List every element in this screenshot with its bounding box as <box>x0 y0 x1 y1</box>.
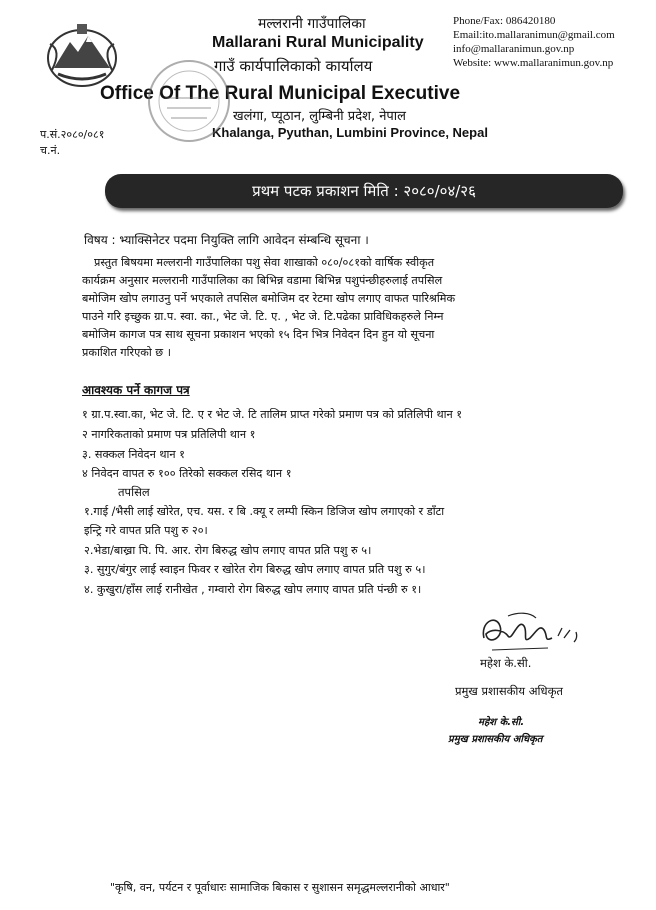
website: Website: www.mallaranimun.gov.np <box>453 57 614 69</box>
rate-item: १.गाई /भैसी लाई खोरेत, एच. यस. र बि .क्यू र लम्पी स्किन डिजिज खोप लगाएको र डाँटा <box>84 505 445 518</box>
rate-item: २.भेडा/बाख्रा पि. पि. आर. रोग बिरुद्ध खोप लगाए वापत प्रति पशु रु ५। <box>84 544 372 557</box>
municipality-name-nepali: मल्लरानी गाउँपालिका <box>258 16 366 32</box>
rate-item: ४. कुखुरा/हाँस लाई रानीखेत , गम्वारो रोग बिरुद्ध खोप लगाए वापत प्रति पंन्छी रु १। <box>84 583 422 596</box>
office-name-nepali: गाउँ कार्यपालिकाको कार्यालय <box>214 57 373 75</box>
phone-fax: Phone/Fax: 086420180 <box>453 15 556 27</box>
reference-block <box>40 127 104 159</box>
schedule-label: तपसिल <box>118 485 150 499</box>
office-stamp <box>145 58 233 144</box>
requirement-item: ३. सक्कल निवेदन थान १ <box>82 448 185 461</box>
dispatch-number: च.नं. <box>40 144 61 157</box>
body-line: प्रस्तुत बिषयमा मल्लरानी गाउँपालिका पशु सेवा शाखाको ०८०/०८१को वार्षिक स्वीकृत <box>94 256 435 269</box>
letter-number: प.सं.२०८०/०८१ <box>40 128 105 141</box>
requirement-item: २ नागरिकताको प्रमाण पत्र प्रतिलिपी थान १ <box>82 428 256 441</box>
requirements-heading: आवश्यक पर्ने कागज पत्र <box>82 383 190 397</box>
address-nepali: खलंगा, प्यूठान, लुम्बिनी प्रदेश, नेपाल <box>233 109 406 124</box>
signature <box>478 608 588 656</box>
publication-date-banner: प्रथम पटक प्रकाशन मिति : २०८०/०४/२६ <box>105 174 623 208</box>
rate-item: ३. सुगुर/बंगुर लाई स्वाइन फिवर र खोरेत रोग बिरुद्ध खोप लगाए वापत प्रति पशु रु ५। <box>84 563 426 576</box>
email-secondary: info@mallaranimun.gov.np <box>453 43 575 55</box>
notice-body <box>82 254 582 362</box>
seal-title: प्रमुख प्रशासकीय अधिकृत <box>448 734 543 745</box>
address-english: Khalanga, Pyuthan, Lumbini Province, Nepal <box>212 125 488 140</box>
emblem-logo <box>42 20 122 90</box>
body-line: बमोजिम कागज पत्र साथ सूचना प्रकाशन भएको १५ दिन भित्र निवेदन दिन हुन यो सूचना <box>82 328 435 341</box>
office-name-english: Office Of The Rural Municipal Executive <box>100 83 461 104</box>
seal-name: महेश के.सी. <box>478 717 525 728</box>
signatory-name: महेश के.सी. <box>480 656 532 670</box>
contact-block <box>453 14 615 70</box>
body-line: कार्यक्रम अनुसार मल्लरानी गाउँपालिका का बिभिन्न वडामा बिभिन्न पशुपंन्छीहरुलाई तपसिल <box>82 274 443 287</box>
signatory-title: प्रमुख प्रशासकीय अधिकृत <box>455 684 563 698</box>
rate-item: इन्ट्रि गरे वापत प्रति पशु रु २०। <box>84 524 208 537</box>
footer-slogan: "कृषि, वन, पर्यटन र पूर्वाधारः सामाजिक बिकास र सुशासन समृद्धमल्लरानीको आधार" <box>110 881 450 894</box>
email-primary: Email:ito.mallaranimun@gmail.com <box>453 29 615 41</box>
body-line: प्रकाशित गरिएको छ । <box>82 346 171 359</box>
body-line: बमोजिम खोप लगाउनु पर्ने भएकाले तपसिल बमोजिम दर रेटमा खोप लगाए वाफत पारिश्रमिक <box>82 292 456 305</box>
municipality-name-english: Mallarani Rural Municipality <box>212 34 424 51</box>
requirement-item: ४ निवेदन वापत रु १०० तिरेको सक्कल रसिद थान १ <box>82 467 292 480</box>
notice-subject: विषय : भ्याक्सिनेटर पदमा नियुक्ति लागि आवेदन संम्बन्धि सूचना । <box>84 233 369 247</box>
requirement-item: १ ग्रा.प.स्वा.का, भेट जे. टि. ए र भेट जे. टि तालिम प्राप्त गरेको प्रमाण पत्र को प्रतिलिपी थान १ <box>82 408 463 421</box>
body-line: पाउने गरि इच्छुक ग्रा.प. स्वा. का., भेट जे. टि. ए. , भेट जे. टि.पढेका प्राविधिकहरुले निम्न <box>82 310 444 323</box>
